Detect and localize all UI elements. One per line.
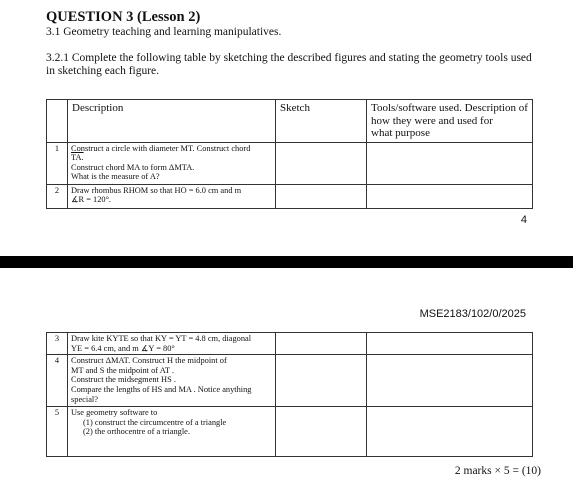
- row-number: 4: [47, 355, 68, 407]
- page-number: 4: [520, 214, 527, 226]
- row-description: [68, 333, 276, 355]
- description-line: Draw rhombus RHOM so that HO = 6.0 cm and m: [71, 185, 242, 195]
- marks-total: 2 marks × 5 = (10): [454, 465, 541, 477]
- row-number: 2: [47, 184, 68, 208]
- question-table-bottom: [46, 332, 533, 457]
- description-line: YE = 6.4 cm, and m ∡Y = 80°: [71, 343, 175, 353]
- header-sketch: Sketch: [276, 100, 367, 143]
- row-number: 5: [47, 407, 68, 457]
- description-line: TA.: [71, 153, 84, 163]
- row-number: 1: [47, 142, 68, 184]
- description-line: special?: [71, 394, 98, 404]
- question-table-top: [46, 99, 533, 209]
- tools-cell[interactable]: [367, 333, 533, 355]
- tools-cell[interactable]: [367, 184, 533, 208]
- description-line: ∡R = 120°.: [71, 195, 112, 205]
- description-line: Use geometry software to: [71, 408, 158, 418]
- header-tools-line-3: what purpose: [371, 127, 430, 139]
- sketch-cell[interactable]: [276, 407, 367, 457]
- page-2: [0, 268, 573, 480]
- description-line: (2) the orthocentre of a triangle.: [83, 427, 190, 437]
- row-description: [68, 142, 276, 184]
- header-tools-line-1: Tools/software used. Description of: [371, 102, 528, 114]
- question-heading: QUESTION 3 (Lesson 2): [46, 9, 201, 25]
- header-tools: [367, 100, 533, 143]
- table-row: [47, 407, 533, 457]
- sketch-cell[interactable]: [276, 184, 367, 208]
- table-row: [47, 355, 533, 407]
- table-row: [47, 333, 533, 355]
- header-number-cell: [47, 100, 68, 143]
- tools-cell[interactable]: [367, 142, 533, 184]
- description-line: What is the measure of A?: [71, 172, 160, 182]
- row-description: [68, 355, 276, 407]
- row-description: [68, 407, 276, 457]
- tools-cell[interactable]: [367, 407, 533, 457]
- row-number: 3: [47, 333, 68, 355]
- question-subheading: 3.1 Geometry teaching and learning manipulatives.: [46, 26, 282, 38]
- header-description: Description: [68, 100, 276, 143]
- description-line: Construct a circle with diameter MT. Construct chord: [71, 143, 251, 153]
- sketch-cell[interactable]: [276, 333, 367, 355]
- description-line: Construct chord MA to form ΔMTA.: [71, 162, 195, 172]
- sketch-cell[interactable]: [276, 355, 367, 407]
- row-description: [68, 184, 276, 208]
- description-line: Construct the midsegment HS .: [71, 375, 176, 385]
- table-row: [47, 142, 533, 184]
- table-header-row: [47, 100, 533, 143]
- document-reference: MSE2183/102/0/2025: [419, 308, 526, 320]
- question-instruction: 3.2.1 Complete the following table by sketching the described figures and stating the geometry tools used in sketching each figure.: [46, 52, 532, 77]
- sketch-cell[interactable]: [276, 142, 367, 184]
- description-line: MT and S the midpoint of AT .: [71, 365, 174, 375]
- description-line: Compare the lengths of HS and MA . Notice anything: [71, 384, 252, 394]
- description-line: Draw kite KYTE so that KY = YT = 4.8 cm, diagonal: [71, 334, 252, 343]
- description-line: Construct ΔMAT. Construct H the midpoint of: [71, 356, 227, 366]
- header-tools-line-2: how they were and used for: [371, 114, 493, 127]
- tools-cell[interactable]: [367, 355, 533, 407]
- table-row: [47, 184, 533, 208]
- description-line: (1) construct the circumcentre of a triangle: [83, 417, 227, 427]
